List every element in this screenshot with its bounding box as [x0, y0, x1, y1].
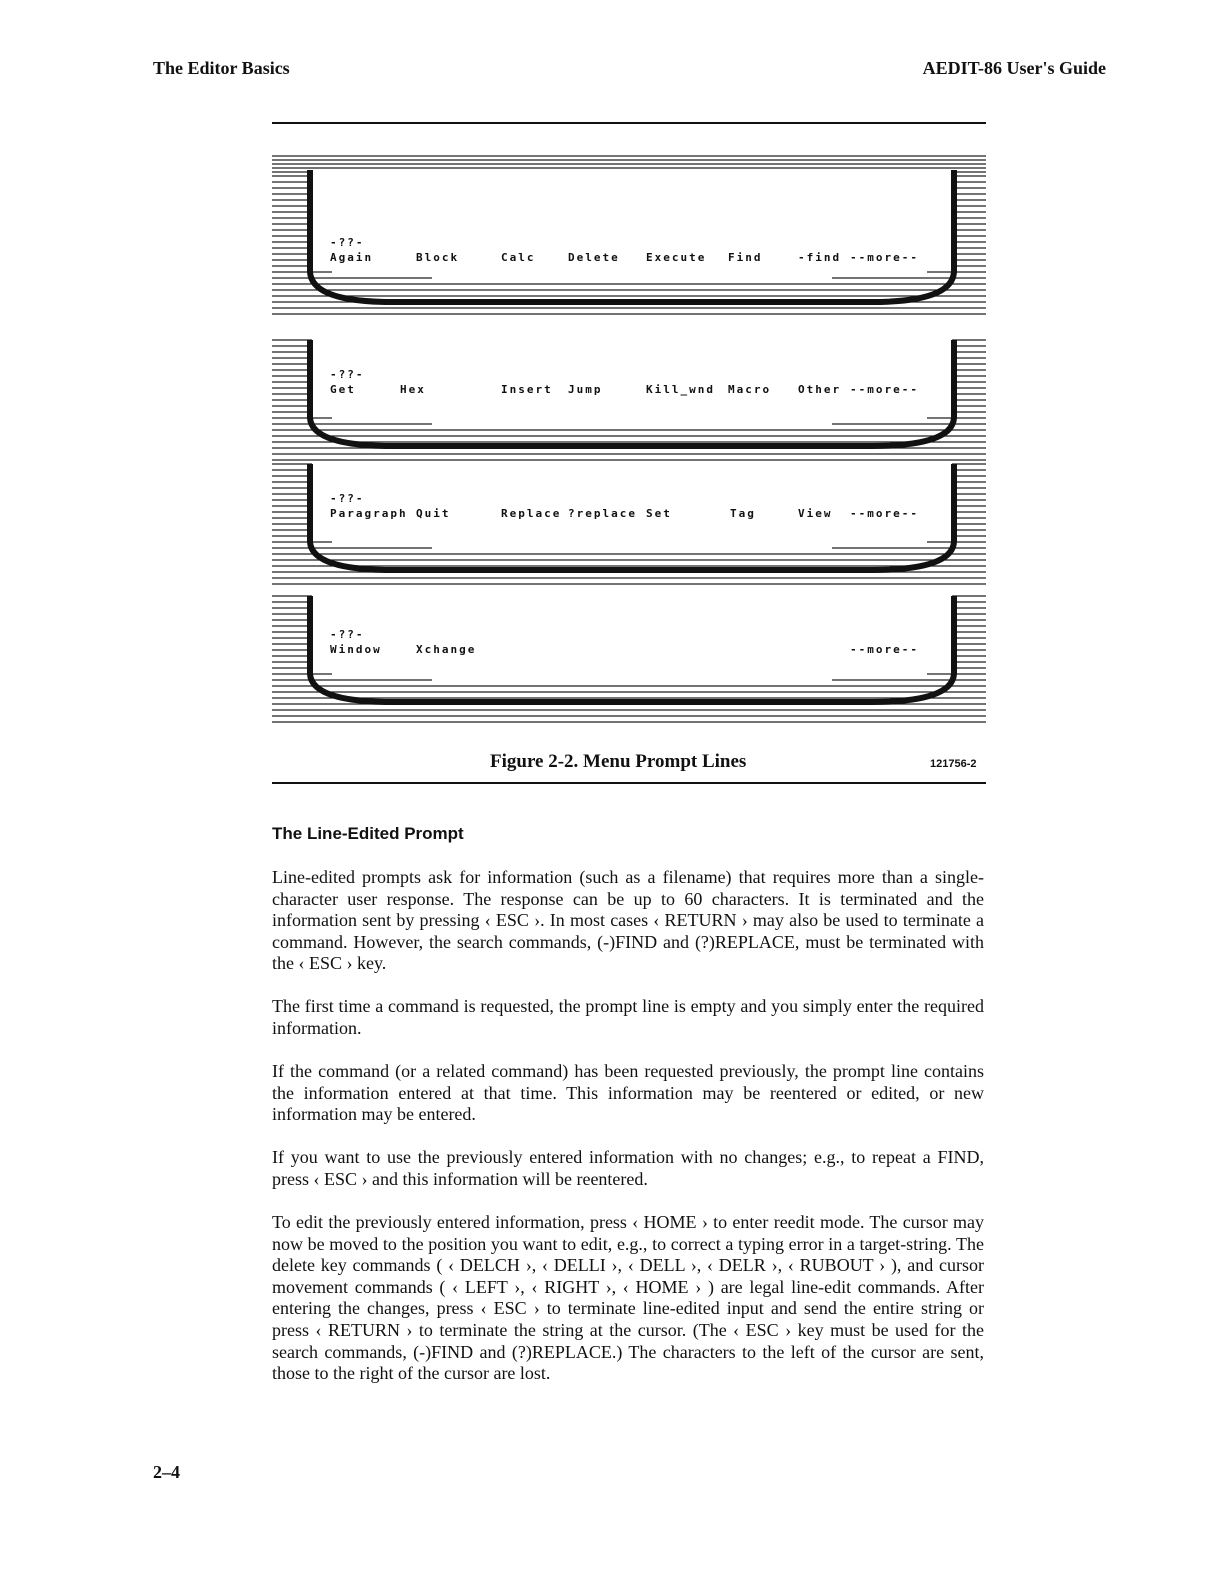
screen-2	[272, 336, 986, 462]
menu-item-quit: Quit	[416, 507, 451, 520]
prompt-marker: -??-	[330, 368, 365, 381]
menu-item-more: --more--	[850, 251, 919, 264]
figure-caption: Figure 2-2. Menu Prompt Lines	[490, 751, 747, 772]
menu-item-xchange: Xchange	[416, 643, 477, 656]
page-number: 2–4	[153, 1462, 180, 1482]
crt-frame-3	[272, 460, 986, 590]
menu-item-block: Block	[416, 251, 460, 264]
screen-1	[272, 152, 986, 278]
prompt-marker: -??-	[330, 628, 365, 641]
figure-top-rule	[272, 122, 986, 124]
prompt-marker: -??-	[330, 492, 365, 505]
body-paragraph: If the command (or a related command) has been requested previously, the prompt line contains the information entered at that time. This information may be reentered or edited, or new information may be entered.	[272, 1061, 984, 1125]
menu-item-get: Get	[330, 383, 356, 396]
menu-item-hex: Hex	[400, 383, 426, 396]
menu-prompt-figure	[272, 152, 986, 724]
menu-item-more: --more--	[850, 383, 919, 396]
figure-bottom-rule	[272, 782, 986, 784]
body-paragraph: Line-edited prompts ask for information (such as a filename) that requires more than a single-character user response. The response can be up to 60 characters. It is terminated and the information sent by pressing ‹ ESC ›. In most cases ‹ RETURN › may also be used to terminate a command. However, the search commands, (-)FIND and (?)REPLACE, must be terminated with the ‹ ESC › key.	[272, 867, 984, 974]
section-heading: The Line-Edited Prompt	[272, 824, 464, 843]
menu-item-replace: Replace	[501, 507, 562, 520]
menu-item-again: Again	[330, 251, 374, 264]
crt-frame-1	[272, 152, 986, 322]
menu-item-calc: Calc	[501, 251, 536, 264]
menu-item-tag: Tag	[730, 507, 756, 520]
menu-item-window: Window	[330, 643, 382, 656]
menu-item-paragraph: Paragraph	[330, 507, 408, 520]
prompt-marker: -??-	[330, 236, 365, 249]
screen-3	[272, 460, 986, 586]
menu-item-insert: Insert	[501, 383, 553, 396]
menu-item-other: Other	[798, 383, 842, 396]
body-paragraph: To edit the previously entered information, press ‹ HOME › to enter reedit mode. The cursor may now be moved to the position you want to edit, e.g., to correct a typing error in a target-string. The delete key commands ( ‹ DELCH ›, ‹ DELLI ›, ‹ DELL ›, ‹ DELR ›, ‹ RUBOUT › ), and cursor movement commands ( ‹ LEFT ›, ‹ RIGHT ›, ‹ HOME › ) are legal line-edit commands. After entering the changes, press ‹ ESC › to terminate line-edited input and send the entire string or press ‹ RETURN › to terminate the string at the cursor. (The ‹ ESC › key must be used for the search commands, (-)FIND and (?)REPLACE.) The characters to the left of the cursor are sent, those to the right of the cursor are lost.	[272, 1212, 984, 1384]
menu-item-query-replace: ?replace	[568, 507, 637, 520]
body-paragraph: If you want to use the previously entered information with no changes; e.g., to repeat a FIND, press ‹ ESC › and this information will be reentered.	[272, 1147, 984, 1189]
menu-item-jump: Jump	[568, 383, 603, 396]
menu-item-view: View	[798, 507, 833, 520]
crt-frame-2	[272, 336, 986, 466]
body-paragraph: The first time a command is requested, the prompt line is empty and you simply enter the required information.	[272, 996, 984, 1038]
figure-id: 121756-2	[930, 758, 977, 770]
menu-item-find: Find	[728, 251, 763, 264]
menu-item-minus-find: -find	[798, 251, 842, 264]
menu-item-delete: Delete	[568, 251, 620, 264]
running-header-left: The Editor Basics	[153, 58, 290, 78]
menu-item-more: --more--	[850, 643, 919, 656]
menu-item-macro: Macro	[728, 383, 772, 396]
screen-4	[272, 584, 986, 710]
menu-item-kill-wnd: Kill_wnd	[646, 383, 715, 396]
running-header-right: AEDIT-86 User's Guide	[922, 58, 1106, 78]
menu-item-more: --more--	[850, 507, 919, 520]
menu-item-execute: Execute	[646, 251, 707, 264]
menu-item-set: Set	[646, 507, 672, 520]
